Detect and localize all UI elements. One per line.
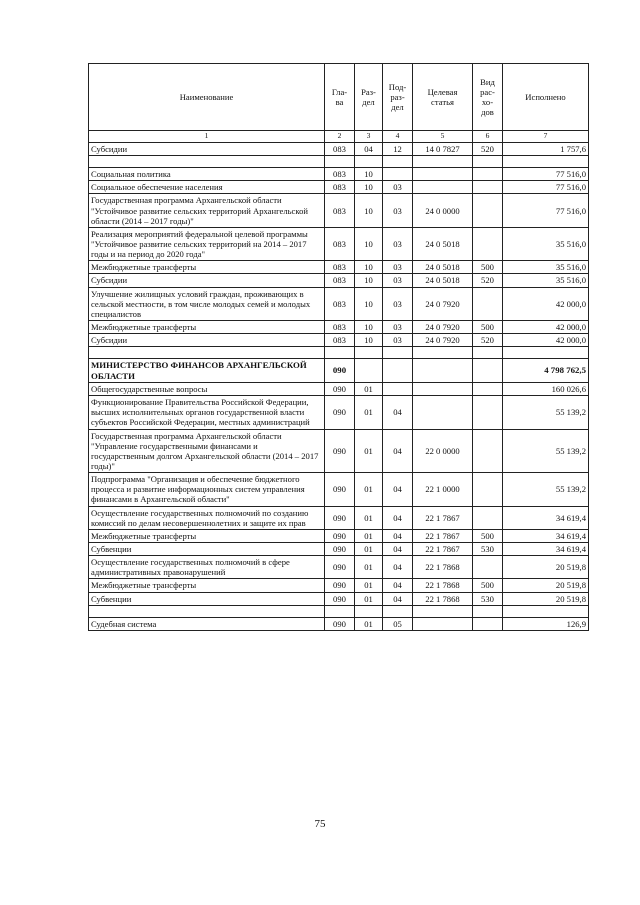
cell-vid-rashodov: 520: [473, 143, 503, 156]
cell-vid-rashodov: [473, 359, 503, 383]
cell-vid-rashodov: 500: [473, 579, 503, 592]
cell-ispolneno: 126,9: [503, 617, 589, 630]
cell-celevaya-statya: [413, 347, 473, 359]
cell-vid-rashodov: [473, 556, 503, 579]
cell-vid-rashodov: 500: [473, 320, 503, 333]
column-number: 6: [473, 131, 503, 143]
cell-celevaya-statya: [413, 156, 473, 168]
cell-podrazdel: [383, 168, 413, 181]
cell-name: Межбюджетные трансферты: [89, 529, 325, 542]
header-glava: Гла- ва: [325, 64, 355, 131]
table-row: [89, 542, 589, 555]
cell-razdel: 10: [355, 320, 383, 333]
cell-razdel: 01: [355, 506, 383, 529]
cell-name: Подпрограмма "Организация и обеспечение бюджетного процесса и развитие информационных систем управления финансами в Архангельской области": [89, 473, 325, 506]
cell-podrazdel: 03: [383, 194, 413, 227]
table-row: [89, 617, 589, 630]
header-ispolneno: Исполнено: [503, 64, 589, 131]
cell-podrazdel: 04: [383, 542, 413, 555]
column-number: 3: [355, 131, 383, 143]
cell-glava: 083: [325, 320, 355, 333]
cell-celevaya-statya: 14 0 7827: [413, 143, 473, 156]
table-row: [89, 274, 589, 287]
cell-celevaya-statya: 24 0 5018: [413, 274, 473, 287]
budget-table: [88, 63, 589, 631]
cell-podrazdel: 04: [383, 579, 413, 592]
spacer-row: [89, 605, 589, 617]
cell-glava: 083: [325, 227, 355, 260]
cell-vid-rashodov: 520: [473, 274, 503, 287]
cell-name: Государственная программа Архангельской области "Устойчивое развитие сельских территорий Архангельской области (2014 – 2017 годы)": [89, 194, 325, 227]
cell-podrazdel: 03: [383, 287, 413, 320]
cell-razdel: 10: [355, 227, 383, 260]
cell-name: Межбюджетные трансферты: [89, 579, 325, 592]
cell-razdel: 01: [355, 473, 383, 506]
cell-ispolneno: 55 139,2: [503, 396, 589, 429]
cell-razdel: 01: [355, 396, 383, 429]
cell-glava: 090: [325, 506, 355, 529]
cell-ispolneno: 20 519,8: [503, 592, 589, 605]
cell-ispolneno: 42 000,0: [503, 287, 589, 320]
cell-name: Судебная система: [89, 617, 325, 630]
cell-vid-rashodov: [473, 506, 503, 529]
cell-razdel: 10: [355, 274, 383, 287]
cell-name: Субвенции: [89, 592, 325, 605]
cell-name: Субсидии: [89, 143, 325, 156]
table-row: [89, 556, 589, 579]
cell-name: Социальная политика: [89, 168, 325, 181]
table-body: [89, 143, 589, 631]
cell-razdel: 10: [355, 334, 383, 347]
cell-podrazdel: 04: [383, 429, 413, 473]
cell-ispolneno: 20 519,8: [503, 579, 589, 592]
cell-podrazdel: [383, 359, 413, 383]
cell-celevaya-statya: 24 0 0000: [413, 194, 473, 227]
cell-glava: 083: [325, 181, 355, 194]
cell-vid-rashodov: 520: [473, 334, 503, 347]
header-name: Наименование: [89, 64, 325, 131]
cell-name: Субсидии: [89, 334, 325, 347]
cell-ispolneno: 35 516,0: [503, 274, 589, 287]
cell-glava: 090: [325, 592, 355, 605]
spacer-row: [89, 156, 589, 168]
cell-glava: 090: [325, 396, 355, 429]
cell-vid-rashodov: [473, 194, 503, 227]
cell-ispolneno: 42 000,0: [503, 334, 589, 347]
cell-podrazdel: 04: [383, 396, 413, 429]
cell-podrazdel: 03: [383, 334, 413, 347]
cell-razdel: [355, 347, 383, 359]
cell-name: [89, 605, 325, 617]
cell-celevaya-statya: 22 1 7867: [413, 506, 473, 529]
cell-ispolneno: [503, 347, 589, 359]
cell-celevaya-statya: 24 0 7920: [413, 320, 473, 333]
cell-glava: [325, 347, 355, 359]
cell-razdel: 01: [355, 617, 383, 630]
cell-glava: 083: [325, 261, 355, 274]
cell-ispolneno: 4 798 762,5: [503, 359, 589, 383]
cell-vid-rashodov: [473, 168, 503, 181]
cell-celevaya-statya: 22 1 7868: [413, 579, 473, 592]
cell-name: Межбюджетные трансферты: [89, 261, 325, 274]
cell-celevaya-statya: [413, 383, 473, 396]
table-row: [89, 592, 589, 605]
cell-glava: [325, 605, 355, 617]
cell-ispolneno: 42 000,0: [503, 320, 589, 333]
cell-name: Осуществление государственных полномочий в сфере административных правонарушений: [89, 556, 325, 579]
cell-razdel: 01: [355, 529, 383, 542]
cell-razdel: 04: [355, 143, 383, 156]
cell-name: [89, 156, 325, 168]
cell-podrazdel: [383, 347, 413, 359]
cell-glava: 083: [325, 287, 355, 320]
cell-name: [89, 347, 325, 359]
table-header-row: [89, 64, 589, 131]
cell-vid-rashodov: [473, 605, 503, 617]
table-row: [89, 143, 589, 156]
cell-name: Осуществление государственных полномочий по созданию комиссий по делам несовершеннолетних и защите их прав: [89, 506, 325, 529]
cell-glava: 090: [325, 429, 355, 473]
column-number: 5: [413, 131, 473, 143]
cell-celevaya-statya: 22 1 7868: [413, 556, 473, 579]
cell-name: Реализация мероприятий федеральной целевой программы "Устойчивое развитие сельских территорий на 2014 – 2017 годы и на период до 2020 года": [89, 227, 325, 260]
cell-glava: 083: [325, 334, 355, 347]
table-row: [89, 261, 589, 274]
cell-glava: [325, 156, 355, 168]
cell-ispolneno: 20 519,8: [503, 556, 589, 579]
column-number-row: [89, 131, 589, 143]
cell-ispolneno: 160 026,6: [503, 383, 589, 396]
cell-ispolneno: 34 619,4: [503, 542, 589, 555]
cell-razdel: 01: [355, 542, 383, 555]
table-row: [89, 429, 589, 473]
cell-celevaya-statya: [413, 605, 473, 617]
table-row: [89, 194, 589, 227]
cell-vid-rashodov: 500: [473, 261, 503, 274]
spacer-row: [89, 347, 589, 359]
table-row: [89, 383, 589, 396]
cell-vid-rashodov: [473, 181, 503, 194]
cell-glava: 090: [325, 542, 355, 555]
cell-glava: 083: [325, 143, 355, 156]
cell-ispolneno: 77 516,0: [503, 168, 589, 181]
table-row: [89, 529, 589, 542]
cell-ispolneno: 55 139,2: [503, 429, 589, 473]
cell-podrazdel: [383, 605, 413, 617]
cell-podrazdel: 12: [383, 143, 413, 156]
table-row: [89, 287, 589, 320]
cell-razdel: 01: [355, 592, 383, 605]
cell-celevaya-statya: 22 1 7867: [413, 542, 473, 555]
cell-vid-rashodov: 500: [473, 529, 503, 542]
table-row: [89, 506, 589, 529]
cell-vid-rashodov: [473, 287, 503, 320]
cell-razdel: [355, 156, 383, 168]
cell-name: Общегосударственные вопросы: [89, 383, 325, 396]
cell-razdel: 10: [355, 181, 383, 194]
cell-celevaya-statya: 24 0 5018: [413, 227, 473, 260]
cell-glava: 083: [325, 168, 355, 181]
cell-podrazdel: 03: [383, 227, 413, 260]
cell-ispolneno: 34 619,4: [503, 529, 589, 542]
cell-podrazdel: [383, 156, 413, 168]
cell-vid-rashodov: [473, 227, 503, 260]
cell-celevaya-statya: 24 0 7920: [413, 334, 473, 347]
cell-podrazdel: 04: [383, 592, 413, 605]
cell-glava: 090: [325, 529, 355, 542]
cell-podrazdel: 04: [383, 529, 413, 542]
cell-celevaya-statya: 22 1 7868: [413, 592, 473, 605]
cell-celevaya-statya: 22 1 7867: [413, 529, 473, 542]
cell-celevaya-statya: 22 1 0000: [413, 473, 473, 506]
cell-ispolneno: 77 516,0: [503, 194, 589, 227]
cell-glava: 090: [325, 383, 355, 396]
table-row: [89, 579, 589, 592]
cell-celevaya-statya: [413, 181, 473, 194]
cell-glava: 090: [325, 617, 355, 630]
cell-podrazdel: 03: [383, 261, 413, 274]
cell-podrazdel: 03: [383, 274, 413, 287]
cell-podrazdel: 04: [383, 506, 413, 529]
cell-razdel: 01: [355, 556, 383, 579]
table-row: [89, 359, 589, 383]
cell-razdel: 10: [355, 287, 383, 320]
cell-vid-rashodov: [473, 396, 503, 429]
cell-celevaya-statya: [413, 168, 473, 181]
cell-razdel: 10: [355, 194, 383, 227]
cell-ispolneno: 35 516,0: [503, 227, 589, 260]
cell-podrazdel: 03: [383, 320, 413, 333]
cell-vid-rashodov: [473, 473, 503, 506]
cell-podrazdel: 04: [383, 556, 413, 579]
cell-name: Государственная программа Архангельской области "Управление государственными финансами и государственным долгом Архангельской области (2014 – 2017 годы)": [89, 429, 325, 473]
page-number: 75: [314, 818, 326, 830]
cell-razdel: [355, 605, 383, 617]
cell-razdel: [355, 359, 383, 383]
cell-vid-rashodov: [473, 383, 503, 396]
cell-razdel: 01: [355, 579, 383, 592]
cell-vid-rashodov: [473, 617, 503, 630]
cell-name: Улучшение жилищных условий граждан, проживающих в сельской местности, в том числе молодых семей и молодых специалистов: [89, 287, 325, 320]
cell-glava: 090: [325, 556, 355, 579]
cell-name: Функционирование Правительства Российской Федерации, высших исполнительных органов государственной власти субъектов Российской Федерации, местных администраций: [89, 396, 325, 429]
cell-ispolneno: 55 139,2: [503, 473, 589, 506]
cell-glava: 090: [325, 579, 355, 592]
cell-name: Субсидии: [89, 274, 325, 287]
cell-podrazdel: 04: [383, 473, 413, 506]
header-celevaya-statya: Целевая статья: [413, 64, 473, 131]
cell-celevaya-statya: [413, 396, 473, 429]
column-number: 1: [89, 131, 325, 143]
cell-celevaya-statya: 22 0 0000: [413, 429, 473, 473]
cell-glava: 083: [325, 194, 355, 227]
cell-celevaya-statya: 24 0 5018: [413, 261, 473, 274]
column-number: 4: [383, 131, 413, 143]
cell-glava: 090: [325, 473, 355, 506]
cell-ispolneno: 34 619,4: [503, 506, 589, 529]
cell-ispolneno: [503, 156, 589, 168]
header-razdel: Раз- дел: [355, 64, 383, 131]
cell-ispolneno: 77 516,0: [503, 181, 589, 194]
cell-ispolneno: 35 516,0: [503, 261, 589, 274]
table-row: [89, 473, 589, 506]
cell-name: Межбюджетные трансферты: [89, 320, 325, 333]
cell-name: Субвенции: [89, 542, 325, 555]
cell-podrazdel: 03: [383, 181, 413, 194]
cell-podrazdel: 05: [383, 617, 413, 630]
column-number: 7: [503, 131, 589, 143]
cell-vid-rashodov: 530: [473, 542, 503, 555]
cell-razdel: 10: [355, 261, 383, 274]
table-row: [89, 396, 589, 429]
cell-name: МИНИСТЕРСТВО ФИНАНСОВ АРХАНГЕЛЬСКОЙ ОБЛАСТИ: [89, 359, 325, 383]
cell-celevaya-statya: [413, 617, 473, 630]
table-row: [89, 320, 589, 333]
cell-celevaya-statya: 24 0 7920: [413, 287, 473, 320]
cell-ispolneno: 1 757,6: [503, 143, 589, 156]
cell-glava: 083: [325, 274, 355, 287]
cell-celevaya-statya: [413, 359, 473, 383]
table-row: [89, 181, 589, 194]
cell-vid-rashodov: 530: [473, 592, 503, 605]
cell-vid-rashodov: [473, 429, 503, 473]
table-row: [89, 227, 589, 260]
cell-glava: 090: [325, 359, 355, 383]
cell-name: Социальное обеспечение населения: [89, 181, 325, 194]
cell-razdel: 10: [355, 168, 383, 181]
cell-ispolneno: [503, 605, 589, 617]
table-row: [89, 168, 589, 181]
header-vid-rashodov: Вид рас- хо- дов: [473, 64, 503, 131]
table-row: [89, 334, 589, 347]
cell-podrazdel: [383, 383, 413, 396]
column-number: 2: [325, 131, 355, 143]
cell-vid-rashodov: [473, 156, 503, 168]
cell-razdel: 01: [355, 429, 383, 473]
header-podrazdel: Под- раз- дел: [383, 64, 413, 131]
cell-vid-rashodov: [473, 347, 503, 359]
cell-razdel: 01: [355, 383, 383, 396]
